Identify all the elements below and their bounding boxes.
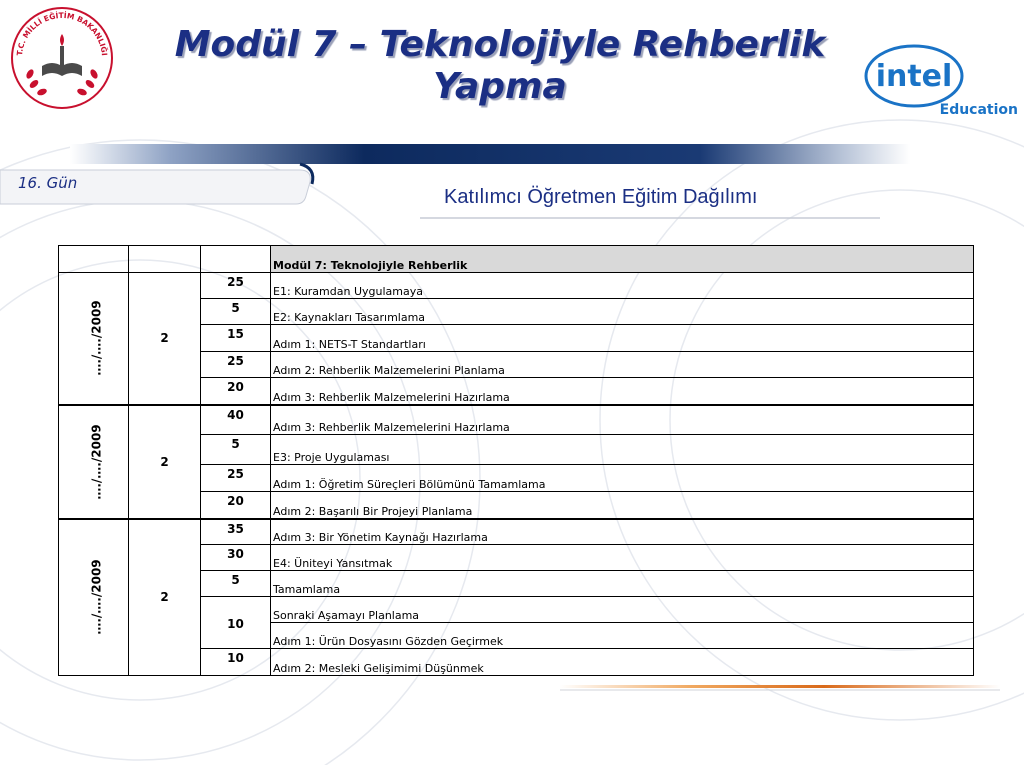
table-row — [59, 405, 974, 435]
duration-cell: 5 — [201, 571, 271, 597]
date-cell — [59, 405, 129, 519]
schedule-table — [58, 245, 974, 676]
svg-text:intel: intel — [875, 59, 953, 94]
days-cell: 2 — [129, 273, 201, 405]
duration-cell: 30 — [201, 545, 271, 571]
activity-cell: E3: Proje Uygulaması — [271, 435, 974, 465]
day-label: 16. Gün — [18, 174, 78, 192]
page-title — [140, 24, 860, 108]
svg-text:T.C. MİLLİ EĞİTİM BAKANLIĞI: T.C. MİLLİ EĞİTİM BAKANLIĞI — [15, 10, 109, 57]
days-cell: 2 — [129, 519, 201, 676]
duration-cell: 25 — [201, 352, 271, 378]
activity-cell: Sonraki Aşamayı Planlama — [271, 597, 974, 623]
activity-cell: Adım 2: Rehberlik Malzemelerini Planlama — [271, 352, 974, 378]
activity-cell: Adım 1: Öğretim Süreçleri Bölümünü Tamamlama — [271, 465, 974, 492]
activity-cell: Tamamlama — [271, 571, 974, 597]
activity-cell: E2: Kaynakları Tasarımlama — [271, 299, 974, 325]
date-cell — [59, 519, 129, 676]
activity-cell: Adım 2: Mesleki Gelişimimi Düşünmek — [271, 649, 974, 676]
duration-cell: 10 — [201, 597, 271, 649]
date-text: …./…./2009 — [89, 423, 104, 500]
subtitle: Katılımcı Öğretmen Eğitim Dağılımı — [444, 186, 758, 208]
duration-cell: 5 — [201, 435, 271, 465]
title-line-2: Yapma — [433, 66, 567, 107]
date-cell — [59, 273, 129, 405]
activity-cell: Adım 1: NETS-T Standartları — [271, 325, 974, 352]
duration-cell: 35 — [201, 519, 271, 545]
duration-cell: 25 — [201, 465, 271, 492]
bottom-orange-line — [560, 685, 1000, 688]
activity-cell: E1: Kuramdan Uygulamaya — [271, 273, 974, 299]
svg-text:Education: Education — [939, 102, 1018, 118]
duration-cell: 5 — [201, 299, 271, 325]
activity-cell: Adım 3: Bir Yönetim Kaynağı Hazırlama — [271, 519, 974, 545]
activity-cell: Adım 1: Ürün Dosyasını Gözden Geçirmek — [271, 623, 974, 649]
days-cell: 2 — [129, 405, 201, 519]
date-text: …./…./2009 — [89, 559, 104, 635]
table-row — [59, 273, 974, 299]
duration-cell: 10 — [201, 649, 271, 676]
header-blank-cell — [201, 246, 271, 273]
header-blank-cell — [129, 246, 201, 273]
header-blank-cell — [59, 246, 129, 273]
table-header-row — [59, 246, 974, 273]
activity-cell: Adım 3: Rehberlik Malzemelerini Hazırlama — [271, 378, 974, 405]
header-band — [70, 144, 910, 164]
table-header-label: Modül 7: Teknolojiyle Rehberlik — [271, 246, 974, 273]
duration-cell: 40 — [201, 405, 271, 435]
date-text: …./…./2009 — [89, 300, 104, 376]
duration-cell: 20 — [201, 492, 271, 519]
activity-cell: Adım 3: Rehberlik Malzemelerini Hazırlama — [271, 405, 974, 435]
table-row — [59, 519, 974, 545]
duration-cell: 20 — [201, 378, 271, 405]
intel-logo-icon — [860, 36, 1020, 126]
duration-cell: 25 — [201, 273, 271, 299]
title-line-1: Modül 7 – Teknolojiyle Rehberlik — [174, 24, 826, 65]
duration-cell: 15 — [201, 325, 271, 352]
ministry-seal-icon — [8, 4, 116, 112]
activity-cell: E4: Üniteyi Yansıtmak — [271, 545, 974, 571]
activity-cell: Adım 2: Başarılı Bir Projeyi Planlama — [271, 492, 974, 519]
